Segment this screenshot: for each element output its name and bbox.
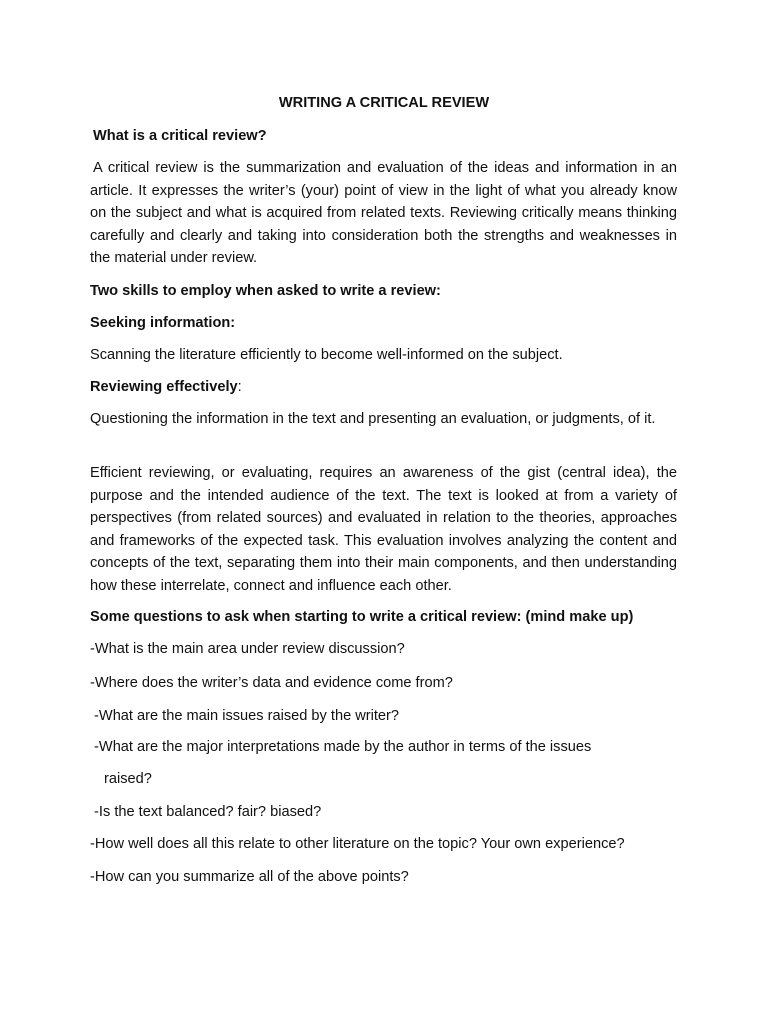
reviewing-heading-line (90, 376, 677, 399)
reviewing-colon: : (237, 379, 242, 395)
question-item: -How can you summarize all of the above points? (90, 869, 409, 885)
seeking-heading: Seeking information: (90, 315, 236, 331)
questions-heading: Some questions to ask when starting to write a critical review: (mind make up) (90, 609, 634, 625)
seeking-text: Scanning the literature efficiently to become well-informed on the subject. (90, 347, 563, 363)
efficient-paragraph: Efficient reviewing, or evaluating, requires an awareness of the gist (central idea), the purpose and the intended audience of the text. The text is looked at from a variety of perspectives (from related sources) and evaluated in relation to the theories, approaches and frameworks of the expected task. This evaluation involves analyzing the content and concepts of the text, separating them into their main components, and then understanding how these interrelate, connect and influence each other. (90, 465, 677, 594)
reviewing-text: Questioning the information in the text and presenting an evaluation, or judgments, of it. (90, 411, 656, 427)
question-item: -What are the major interpretations made by the author in terms of the issues (90, 739, 592, 755)
question-item: -What are the main issues raised by the writer? (90, 708, 400, 724)
what-is-heading: What is a critical review? (93, 128, 267, 144)
question-item: -How well does all this relate to other literature on the topic? Your own experience? (90, 836, 625, 852)
question-item: -What is the main area under review discussion? (90, 641, 405, 657)
intro-paragraph: A critical review is the summarization and evaluation of the ideas and information in an article. It expresses the writer’s (your) point of view in the light of what you already know on the subject and what is acquired from related texts. Reviewing critically means thinking carefully and clearly and taking into consideration both the strengths and weaknesses in the material under review. (90, 160, 677, 267)
question-item: -Is the text balanced? fair? biased? (90, 804, 322, 820)
question-item: -Where does the writer’s data and evidence come from? (90, 675, 453, 691)
document-title: WRITING A CRITICAL REVIEW (278, 95, 490, 111)
reviewing-heading: Reviewing effectively (90, 379, 238, 395)
question-item-continuation: raised? (104, 771, 152, 787)
skills-heading: Two skills to employ when asked to write a review: (90, 283, 441, 299)
